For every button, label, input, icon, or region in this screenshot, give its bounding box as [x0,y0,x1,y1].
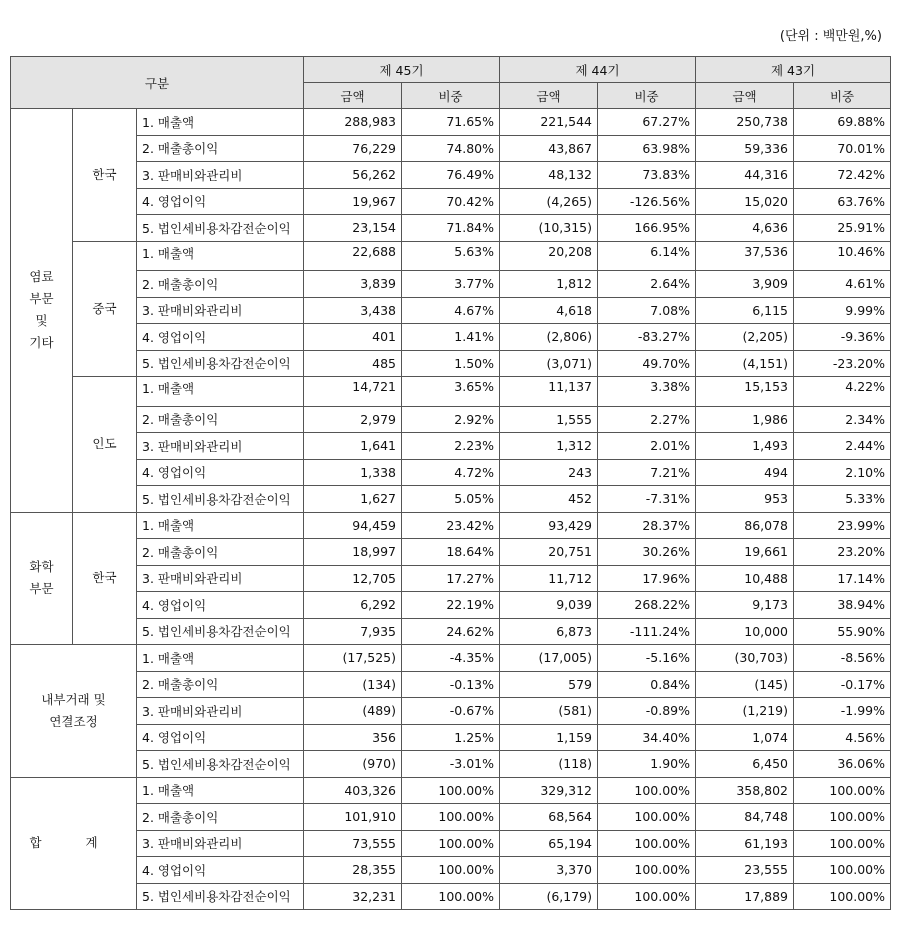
amount-cell: (17,005) [500,645,598,672]
ratio-cell: 100.00% [402,804,500,831]
table-row [11,883,891,910]
ratio-cell: 73.83% [598,162,696,189]
item-label: 4. 영업이익 [137,724,304,751]
table-row [11,565,891,592]
amount-cell: 358,802 [696,777,794,804]
amount-cell: 23,555 [696,857,794,884]
item-label: 1. 매출액 [137,109,304,136]
ratio-cell: 63.76% [794,188,891,215]
item-label: 3. 판매비와관리비 [137,698,304,725]
amount-cell: (10,315) [500,215,598,242]
ratio-cell: 10.46% [794,241,891,271]
table-row [11,804,891,831]
amount-cell: (2,205) [696,324,794,351]
ratio-cell: -7.31% [598,486,696,513]
amount-cell: (145) [696,671,794,698]
amount-cell: 86,078 [696,512,794,539]
amount-cell: 10,488 [696,565,794,592]
ratio-cell: 17.27% [402,565,500,592]
amount-cell: 94,459 [304,512,402,539]
ratio-cell: 2.10% [794,459,891,486]
table-row [11,215,891,242]
ratio-cell: 166.95% [598,215,696,242]
ratio-cell: 9.99% [794,297,891,324]
group-label: 화학 부문 [11,512,73,645]
ratio-cell: 2.44% [794,433,891,460]
amount-cell: 17,889 [696,883,794,910]
ratio-cell: -126.56% [598,188,696,215]
ratio-cell: 4.61% [794,271,891,298]
table-row [11,671,891,698]
item-label: 5. 법인세비용차감전순이익 [137,751,304,778]
header-ratio: 비중 [794,83,891,109]
amount-cell: 3,839 [304,271,402,298]
ratio-cell: 100.00% [598,804,696,831]
subgroup-label: 중국 [73,241,137,377]
amount-cell: 288,983 [304,109,402,136]
amount-cell: 403,326 [304,777,402,804]
item-label: 2. 매출총이익 [137,271,304,298]
ratio-cell: 100.00% [402,777,500,804]
ratio-cell: 100.00% [794,830,891,857]
ratio-cell: 2.64% [598,271,696,298]
group-label-text: 합 계 [29,835,118,851]
amount-cell: 73,555 [304,830,402,857]
ratio-cell: -83.27% [598,324,696,351]
ratio-cell: 23.99% [794,512,891,539]
amount-cell: 32,231 [304,883,402,910]
item-label: 2. 매출총이익 [137,539,304,566]
amount-cell: 48,132 [500,162,598,189]
amount-cell: 401 [304,324,402,351]
amount-cell: 1,074 [696,724,794,751]
amount-cell: 1,159 [500,724,598,751]
amount-cell: 1,555 [500,406,598,433]
amount-cell: 18,997 [304,539,402,566]
ratio-cell: 5.05% [402,486,500,513]
ratio-cell: 23.20% [794,539,891,566]
amount-cell: 101,910 [304,804,402,831]
ratio-cell: 38.94% [794,592,891,619]
header-amount: 금액 [500,83,598,109]
unit-label: (단위 : 백만원,%) [779,29,882,44]
amount-cell: 20,208 [500,241,598,271]
ratio-cell: 4.67% [402,297,500,324]
amount-cell: 37,536 [696,241,794,271]
ratio-cell: -9.36% [794,324,891,351]
amount-cell: 84,748 [696,804,794,831]
item-label: 5. 법인세비용차감전순이익 [137,883,304,910]
table-row [11,830,891,857]
ratio-cell: 49.70% [598,350,696,377]
amount-cell: (6,179) [500,883,598,910]
table-row [11,241,891,271]
ratio-cell: 2.27% [598,406,696,433]
item-label: 3. 판매비와관리비 [137,830,304,857]
ratio-cell: -23.20% [794,350,891,377]
header-ratio: 비중 [598,83,696,109]
header-ratio: 비중 [402,83,500,109]
ratio-cell: 5.63% [402,241,500,271]
item-label: 1. 매출액 [137,377,304,407]
ratio-cell: 17.14% [794,565,891,592]
amount-cell: 4,618 [500,297,598,324]
ratio-cell: 7.08% [598,297,696,324]
ratio-cell: 0.84% [598,671,696,698]
ratio-cell: 23.42% [402,512,500,539]
table-row [11,592,891,619]
item-label: 2. 매출총이익 [137,406,304,433]
amount-cell: 953 [696,486,794,513]
amount-cell: 452 [500,486,598,513]
amount-cell: 9,039 [500,592,598,619]
ratio-cell: 2.92% [402,406,500,433]
amount-cell: 1,338 [304,459,402,486]
amount-cell: (4,265) [500,188,598,215]
amount-cell: 20,751 [500,539,598,566]
ratio-cell: 17.96% [598,565,696,592]
amount-cell: 93,429 [500,512,598,539]
header-category: 구분 [11,57,304,109]
header-period-44: 제 44기 [500,57,696,83]
amount-cell: 4,636 [696,215,794,242]
table-row [11,433,891,460]
ratio-cell: 2.01% [598,433,696,460]
group-label: 내부거래 및 연결조정 [11,645,137,778]
amount-cell: 15,020 [696,188,794,215]
item-label: 4. 영업이익 [137,188,304,215]
amount-cell: 1,312 [500,433,598,460]
ratio-cell: 100.00% [598,857,696,884]
ratio-cell: 72.42% [794,162,891,189]
ratio-cell: 1.50% [402,350,500,377]
item-label: 1. 매출액 [137,645,304,672]
amount-cell: 1,812 [500,271,598,298]
table-row [11,459,891,486]
table-row [11,135,891,162]
amount-cell: 7,935 [304,618,402,645]
amount-cell: (3,071) [500,350,598,377]
amount-cell: 494 [696,459,794,486]
ratio-cell: 34.40% [598,724,696,751]
amount-cell: (581) [500,698,598,725]
item-label: 5. 법인세비용차감전순이익 [137,350,304,377]
ratio-cell: 67.27% [598,109,696,136]
ratio-cell: 100.00% [598,830,696,857]
group-label: 염료 부문 및 기타 [11,109,73,513]
amount-cell: 6,292 [304,592,402,619]
ratio-cell: 100.00% [794,804,891,831]
subgroup-label: 한국 [73,512,137,645]
header-period-45: 제 45기 [304,57,500,83]
ratio-cell: 70.42% [402,188,500,215]
amount-cell: 485 [304,350,402,377]
ratio-cell: 76.49% [402,162,500,189]
ratio-cell: 25.91% [794,215,891,242]
item-label: 2. 매출총이익 [137,135,304,162]
item-label: 4. 영업이익 [137,324,304,351]
ratio-cell: -1.99% [794,698,891,725]
ratio-cell: 100.00% [794,857,891,884]
ratio-cell: -111.24% [598,618,696,645]
ratio-cell: 3.65% [402,377,500,407]
amount-cell: 19,661 [696,539,794,566]
ratio-cell: 100.00% [794,883,891,910]
ratio-cell: 100.00% [598,777,696,804]
table-row [11,324,891,351]
ratio-cell: 69.88% [794,109,891,136]
amount-cell: (17,525) [304,645,402,672]
amount-cell: (134) [304,671,402,698]
ratio-cell: 5.33% [794,486,891,513]
item-label: 5. 법인세비용차감전순이익 [137,215,304,242]
ratio-cell: 1.25% [402,724,500,751]
item-label: 5. 법인세비용차감전순이익 [137,486,304,513]
ratio-cell: 4.56% [794,724,891,751]
amount-cell: 1,493 [696,433,794,460]
ratio-cell: 18.64% [402,539,500,566]
amount-cell: 68,564 [500,804,598,831]
amount-cell: 579 [500,671,598,698]
ratio-cell: -8.56% [794,645,891,672]
amount-cell: 23,154 [304,215,402,242]
ratio-cell: 74.80% [402,135,500,162]
amount-cell: (1,219) [696,698,794,725]
item-label: 4. 영업이익 [137,459,304,486]
ratio-cell: 30.26% [598,539,696,566]
ratio-cell: 36.06% [794,751,891,778]
ratio-cell: 55.90% [794,618,891,645]
amount-cell: 1,986 [696,406,794,433]
ratio-cell: 2.23% [402,433,500,460]
amount-cell: 15,153 [696,377,794,407]
amount-cell: 1,627 [304,486,402,513]
amount-cell: 56,262 [304,162,402,189]
ratio-cell: -5.16% [598,645,696,672]
amount-cell: (4,151) [696,350,794,377]
ratio-cell: 63.98% [598,135,696,162]
table-row [11,377,891,407]
item-label: 5. 법인세비용차감전순이익 [137,618,304,645]
subgroup-label: 한국 [73,109,137,242]
amount-cell: 6,450 [696,751,794,778]
segment-financial-table [10,56,891,910]
item-label: 1. 매출액 [137,777,304,804]
amount-cell: 243 [500,459,598,486]
table-row [11,698,891,725]
amount-cell: 11,137 [500,377,598,407]
item-label: 1. 매출액 [137,512,304,539]
group-label [11,777,137,910]
amount-cell: 221,544 [500,109,598,136]
table-row [11,857,891,884]
table-row [11,297,891,324]
ratio-cell: -3.01% [402,751,500,778]
ratio-cell: 100.00% [794,777,891,804]
ratio-cell: 100.00% [402,883,500,910]
table-row [11,406,891,433]
amount-cell: 3,370 [500,857,598,884]
ratio-cell: -0.13% [402,671,500,698]
item-label: 1. 매출액 [137,241,304,271]
amount-cell: (970) [304,751,402,778]
ratio-cell: 3.77% [402,271,500,298]
amount-cell: 9,173 [696,592,794,619]
header-amount: 금액 [696,83,794,109]
table-row [11,645,891,672]
ratio-cell: 24.62% [402,618,500,645]
table-row [11,109,891,136]
subgroup-label: 인도 [73,377,137,513]
ratio-cell: 1.90% [598,751,696,778]
amount-cell: 19,967 [304,188,402,215]
table-row [11,618,891,645]
amount-cell: 12,705 [304,565,402,592]
amount-cell: 11,712 [500,565,598,592]
ratio-cell: 71.65% [402,109,500,136]
amount-cell: 6,115 [696,297,794,324]
header-amount: 금액 [304,83,402,109]
header-period-43: 제 43기 [696,57,891,83]
amount-cell: 3,909 [696,271,794,298]
table-row [11,486,891,513]
amount-cell: 329,312 [500,777,598,804]
table-body [11,109,891,910]
amount-cell: (30,703) [696,645,794,672]
amount-cell: 44,316 [696,162,794,189]
ratio-cell: -4.35% [402,645,500,672]
item-label: 3. 판매비와관리비 [137,297,304,324]
ratio-cell: 1.41% [402,324,500,351]
ratio-cell: 2.34% [794,406,891,433]
ratio-cell: -0.67% [402,698,500,725]
item-label: 3. 판매비와관리비 [137,433,304,460]
table-row [11,539,891,566]
table-row [11,751,891,778]
amount-cell: 61,193 [696,830,794,857]
ratio-cell: 7.21% [598,459,696,486]
amount-cell: 250,738 [696,109,794,136]
amount-cell: 22,688 [304,241,402,271]
ratio-cell: 71.84% [402,215,500,242]
amount-cell: (489) [304,698,402,725]
amount-cell: 10,000 [696,618,794,645]
ratio-cell: 268.22% [598,592,696,619]
ratio-cell: 100.00% [402,830,500,857]
amount-cell: 28,355 [304,857,402,884]
table-row [11,271,891,298]
table-row [11,512,891,539]
item-label: 2. 매출총이익 [137,671,304,698]
ratio-cell: 22.19% [402,592,500,619]
amount-cell: 3,438 [304,297,402,324]
item-label: 3. 판매비와관리비 [137,162,304,189]
table-row [11,162,891,189]
ratio-cell: 4.72% [402,459,500,486]
table-row [11,188,891,215]
ratio-cell: 70.01% [794,135,891,162]
amount-cell: 65,194 [500,830,598,857]
amount-cell: 43,867 [500,135,598,162]
item-label: 4. 영업이익 [137,592,304,619]
amount-cell: (2,806) [500,324,598,351]
item-label: 3. 판매비와관리비 [137,565,304,592]
ratio-cell: 4.22% [794,377,891,407]
amount-cell: 76,229 [304,135,402,162]
amount-cell: 6,873 [500,618,598,645]
item-label: 4. 영업이익 [137,857,304,884]
ratio-cell: 100.00% [598,883,696,910]
table-row [11,777,891,804]
ratio-cell: 3.38% [598,377,696,407]
ratio-cell: 100.00% [402,857,500,884]
amount-cell: 1,641 [304,433,402,460]
ratio-cell: 6.14% [598,241,696,271]
amount-cell: 14,721 [304,377,402,407]
ratio-cell: 28.37% [598,512,696,539]
amount-cell: 2,979 [304,406,402,433]
ratio-cell: -0.17% [794,671,891,698]
amount-cell: (118) [500,751,598,778]
table-row [11,350,891,377]
amount-cell: 356 [304,724,402,751]
item-label: 2. 매출총이익 [137,804,304,831]
amount-cell: 59,336 [696,135,794,162]
table-row [11,724,891,751]
ratio-cell: -0.89% [598,698,696,725]
